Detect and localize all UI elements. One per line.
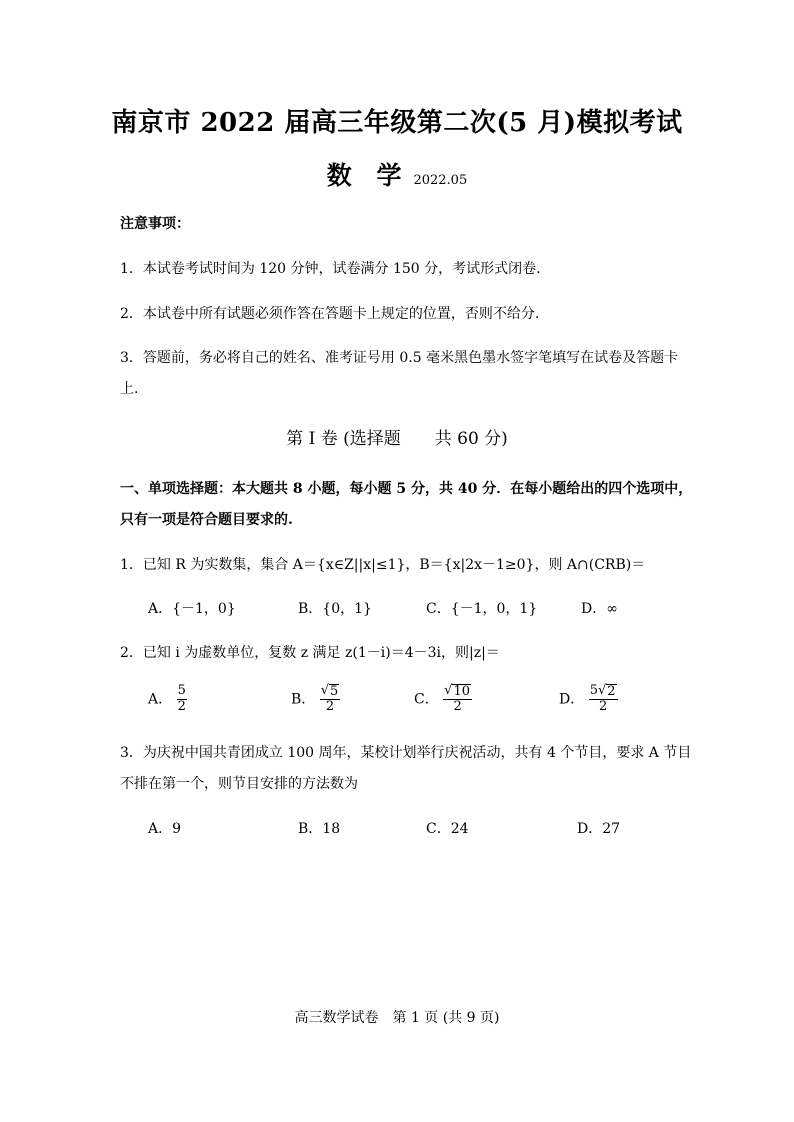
sqrt-icon: √ (444, 683, 453, 698)
exam-date: 2022.05 (413, 173, 468, 188)
q1-option-a: A．{－1，0} (148, 601, 236, 617)
q2-option-a-label: A． (148, 691, 173, 708)
q2-option-b-label: B． (291, 691, 316, 708)
fraction-denominator: 2 (453, 699, 462, 715)
q3-option-a: A．9 (148, 821, 182, 837)
q2-option-c (414, 684, 472, 715)
part1-heading-line2: 只有一项是符合题目要求的. (120, 512, 293, 528)
q2-option-d-label: D． (559, 691, 585, 708)
q2-option-c-fraction (443, 684, 472, 715)
notice-item-3-cont: 上. (120, 381, 139, 397)
fraction-denominator: 2 (598, 699, 608, 715)
subject-line (0, 156, 794, 192)
fraction-denominator: 2 (325, 699, 335, 715)
notice-heading: 注意事项： (120, 216, 190, 232)
q1-option-b: B．{0，1} (298, 601, 372, 617)
part1-heading-line1: 一、单项选择题：本大题共 8 小题，每小题 5 分，共 40 分．在每小题给出的四个选项中， (120, 481, 693, 497)
q2-option-b (291, 684, 340, 715)
q1-option-c: C．{－1，0，1} (426, 601, 538, 617)
q2-option-b-fraction (320, 684, 341, 715)
q2-stem: 2．已知 i 为虚数单位，复数 z 满足 z(1－i)＝4－3i，则|z|＝ (120, 645, 500, 661)
fraction-numerator: √ 5 (320, 683, 339, 699)
q3-stem-line2: 不排在第一个，则节目安排的方法数为 (120, 776, 358, 792)
q2-option-d-fraction (589, 684, 618, 715)
q3-option-d: D．27 (577, 821, 621, 837)
notice-item-3: 3．答题前，务必将自己的姓名、准考证号用 0.5 毫米黑色墨水签字笔填写在试卷及答题卡 (120, 350, 679, 366)
q2-option-d (559, 684, 618, 715)
page-title: 南京市 2022 届高三年级第二次(5 月)模拟考试 (111, 108, 683, 138)
fraction-numerator: 5 √ 2 (589, 683, 616, 699)
sqrt-icon: √ (597, 683, 607, 698)
q3-stem-line1: 3．为庆祝中国共青团成立 100 周年，某校计划举行庆祝活动，共有 4 个节目，要求 A 节目 (120, 745, 692, 761)
q2-option-a-fraction (177, 684, 187, 715)
fraction-denominator: 2 (177, 698, 186, 714)
notice-item-1: 1．本试卷考试时间为 120 分钟，试卷满分 150 分，考试形式闭卷. (120, 261, 541, 277)
q3-option-b: B．18 (298, 821, 341, 837)
page-footer: 高三数学试卷 第 1 页 (共 9 页) (294, 1010, 500, 1026)
q1-option-d: D．∞ (581, 601, 618, 617)
q3-option-c: C．24 (426, 821, 469, 837)
fraction-numerator: 5 (177, 683, 186, 698)
q2-option-c-label: C． (414, 691, 439, 708)
notice-item-2: 2．本试卷中所有试题必须作答在答题卡上规定的位置，否则不给分. (120, 306, 540, 322)
q2-option-a (148, 684, 187, 715)
fraction-numerator: √ 10 (444, 683, 471, 699)
subject-name: 数 学 (326, 161, 410, 190)
section-title: 第 Ⅰ 卷 (选择题 共 60 分) (286, 429, 508, 449)
sqrt-icon: √ (320, 683, 330, 698)
q1-stem: 1．已知 R 为实数集，集合 A＝{x∈Z||x|≤1}，B＝{x|2x－1≥0}，则 A∩(CRB)＝ (120, 557, 646, 573)
